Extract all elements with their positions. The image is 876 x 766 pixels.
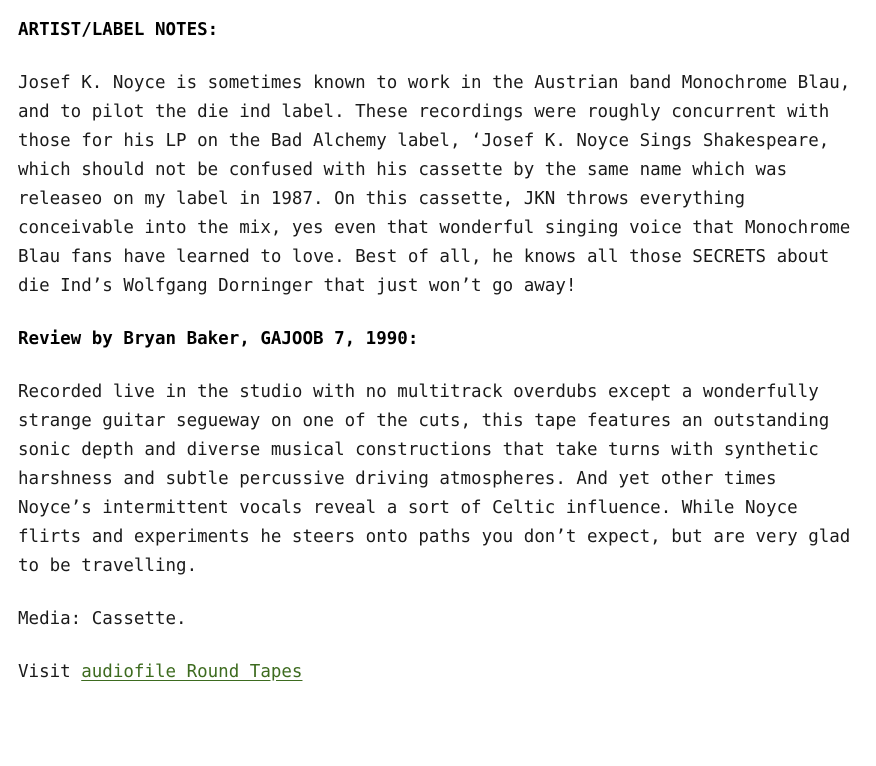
artist-notes-body: Josef K. Noyce is sometimes known to work in the Austrian band Monochrome Blau, and to pilot the die ind label. These recordings were roughly concurrent with those for his LP on the Bad Alchemy label, ‘Josef K. Noyce Sings Shakespeare, which should not be confused with his cassette by the same name which was releaseo on my label in 1987. On this cassette, JKN throws everything conceivable into the mix, yes even that wonderful singing voice that Monochrome Blau fans have learned to love. Best of all, he knows all those SECRETS about die Ind’s Wolfgang Dorninger that just won’t go away! <box>18 73 851 296</box>
visit-line <box>18 658 858 687</box>
spacer <box>18 634 858 658</box>
review-heading: Review by Bryan Baker, GAJOOB 7, 1990: <box>18 329 419 349</box>
media-line: Media: Cassette. <box>18 609 187 629</box>
audiofile-round-tapes-link[interactable]: audiofile Round Tapes <box>81 662 303 682</box>
spacer <box>18 45 858 69</box>
visit-prefix: Visit <box>18 662 82 682</box>
review-body: Recorded live in the studio with no multitrack overdubs except a wonderfully strange guitar segueway on one of the cuts, this tape features an outstanding sonic depth and diverse musical constructions that take turns with synthetic harshness and subtle percussive driving atmospheres. And yet other times Noyce’s intermittent vocals reveal a sort of Celtic influence. While Noyce flirts and experiments he steers onto paths you don’t expect, but are very glad to be travelling. <box>18 382 851 576</box>
spacer <box>18 354 858 378</box>
artist-notes-heading: ARTIST/LABEL NOTES: <box>18 20 219 40</box>
spacer <box>18 301 858 325</box>
spacer <box>18 581 858 605</box>
